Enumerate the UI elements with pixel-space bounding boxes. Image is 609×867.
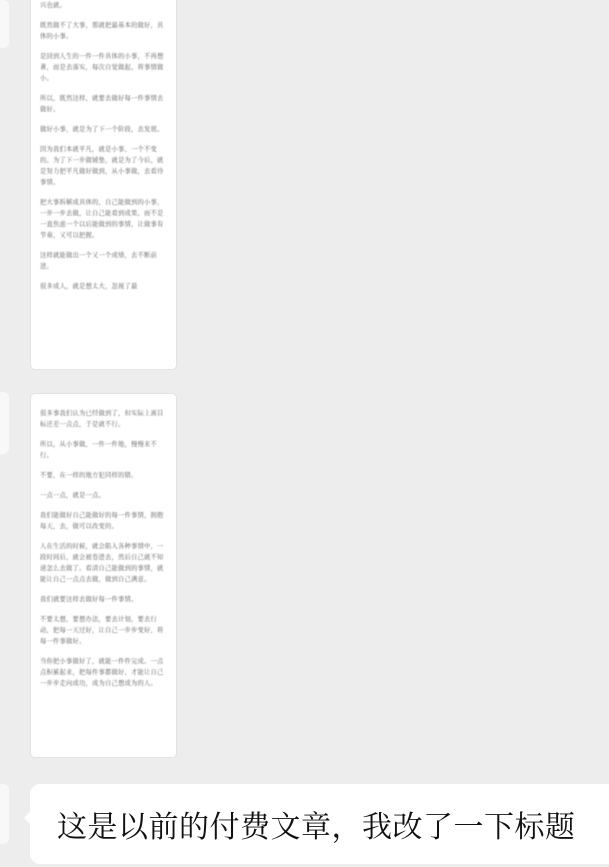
article-paragraph: 既然做不了大事，那就把最基本的做好，具体的小事。 (40, 22, 164, 40)
article-paragraph: 因为我们本就平凡，就是小事，一个不变的。为了下一步做铺垫，就是为了今后，就是努力把平凡做好做到，从小事做，去看待事情。 (40, 146, 164, 186)
text-message-bubble[interactable] (30, 784, 609, 864)
article-paragraph: 一点一点，就是一点。 (40, 492, 105, 499)
avatar-edge (0, 0, 9, 48)
message-text: 这是以前的付费文章，我改了一下标题 (57, 810, 576, 845)
article-paragraph: 把大事拆解成具体的，自己能做到的小事，一步一步去做，让自己能看到成果，而不是一直焦虑一个以后能做到的事情，让做事有节奏，又可以把握。 (40, 199, 164, 239)
article-paragraph: 是回到人生的一件一件具体的小事，不再想著，而是去落实，每次自觉做起，将事情做小。 (40, 53, 164, 82)
article-paragraph: 兴也就。 (40, 2, 66, 9)
article-paragraph: 不要太想，要想办法，要去计划，要去行动，把每一天过好，让自己一步步变好，将每一件事做好。 (40, 616, 164, 645)
article-paragraph: 我们就要这样去做好每一件事情。 (40, 596, 138, 603)
avatar-edge (0, 392, 9, 454)
image-message-article-screenshot[interactable] (30, 0, 177, 370)
article-paragraph: 很多事我们认为已经做到了，但实际上离目标还差一点点，于是就不行。 (40, 410, 164, 428)
article-paragraph: 所以，从小事做，一件一件地，慢慢来不行。 (40, 441, 157, 459)
article-paragraph: 所以，既然这样，就要去做好每一件事情去做好。 (40, 95, 164, 113)
article-paragraph: 不要，在一样的地方犯同样的错。 (40, 472, 138, 479)
article-paragraph: 很多成人，就是想太大，忽视了最 (40, 283, 138, 290)
image-message-article-screenshot[interactable] (30, 393, 177, 758)
article-paragraph: 人在生活的时候，就会陷入各种事情中，一段时间后，就会被卷进去，然后自己就不知道怎么去做了。看清自己能做到的事情，就能让自己一点点去做，做到自己满意。 (40, 543, 164, 583)
article-paragraph: 这样就能做出一个又一个成绩，去不断前进。 (40, 252, 157, 270)
article-paragraph: 做好小事，就是为了下一个阶段，去发展。 (40, 126, 164, 133)
article-text (31, 0, 176, 292)
avatar-edge (0, 784, 9, 844)
article-text (31, 394, 176, 689)
bubble-tail (24, 811, 31, 825)
article-paragraph: 当你把小事做好了，就能一件件完成。一点点积累起来，把每件事都做好，才能让自己一步步走向成功，成为自己想成为的人。 (40, 658, 164, 687)
article-paragraph: 我们能做好自己能做好的每一件事情，拥抱每天，去，做可以改变的。 (40, 512, 164, 530)
